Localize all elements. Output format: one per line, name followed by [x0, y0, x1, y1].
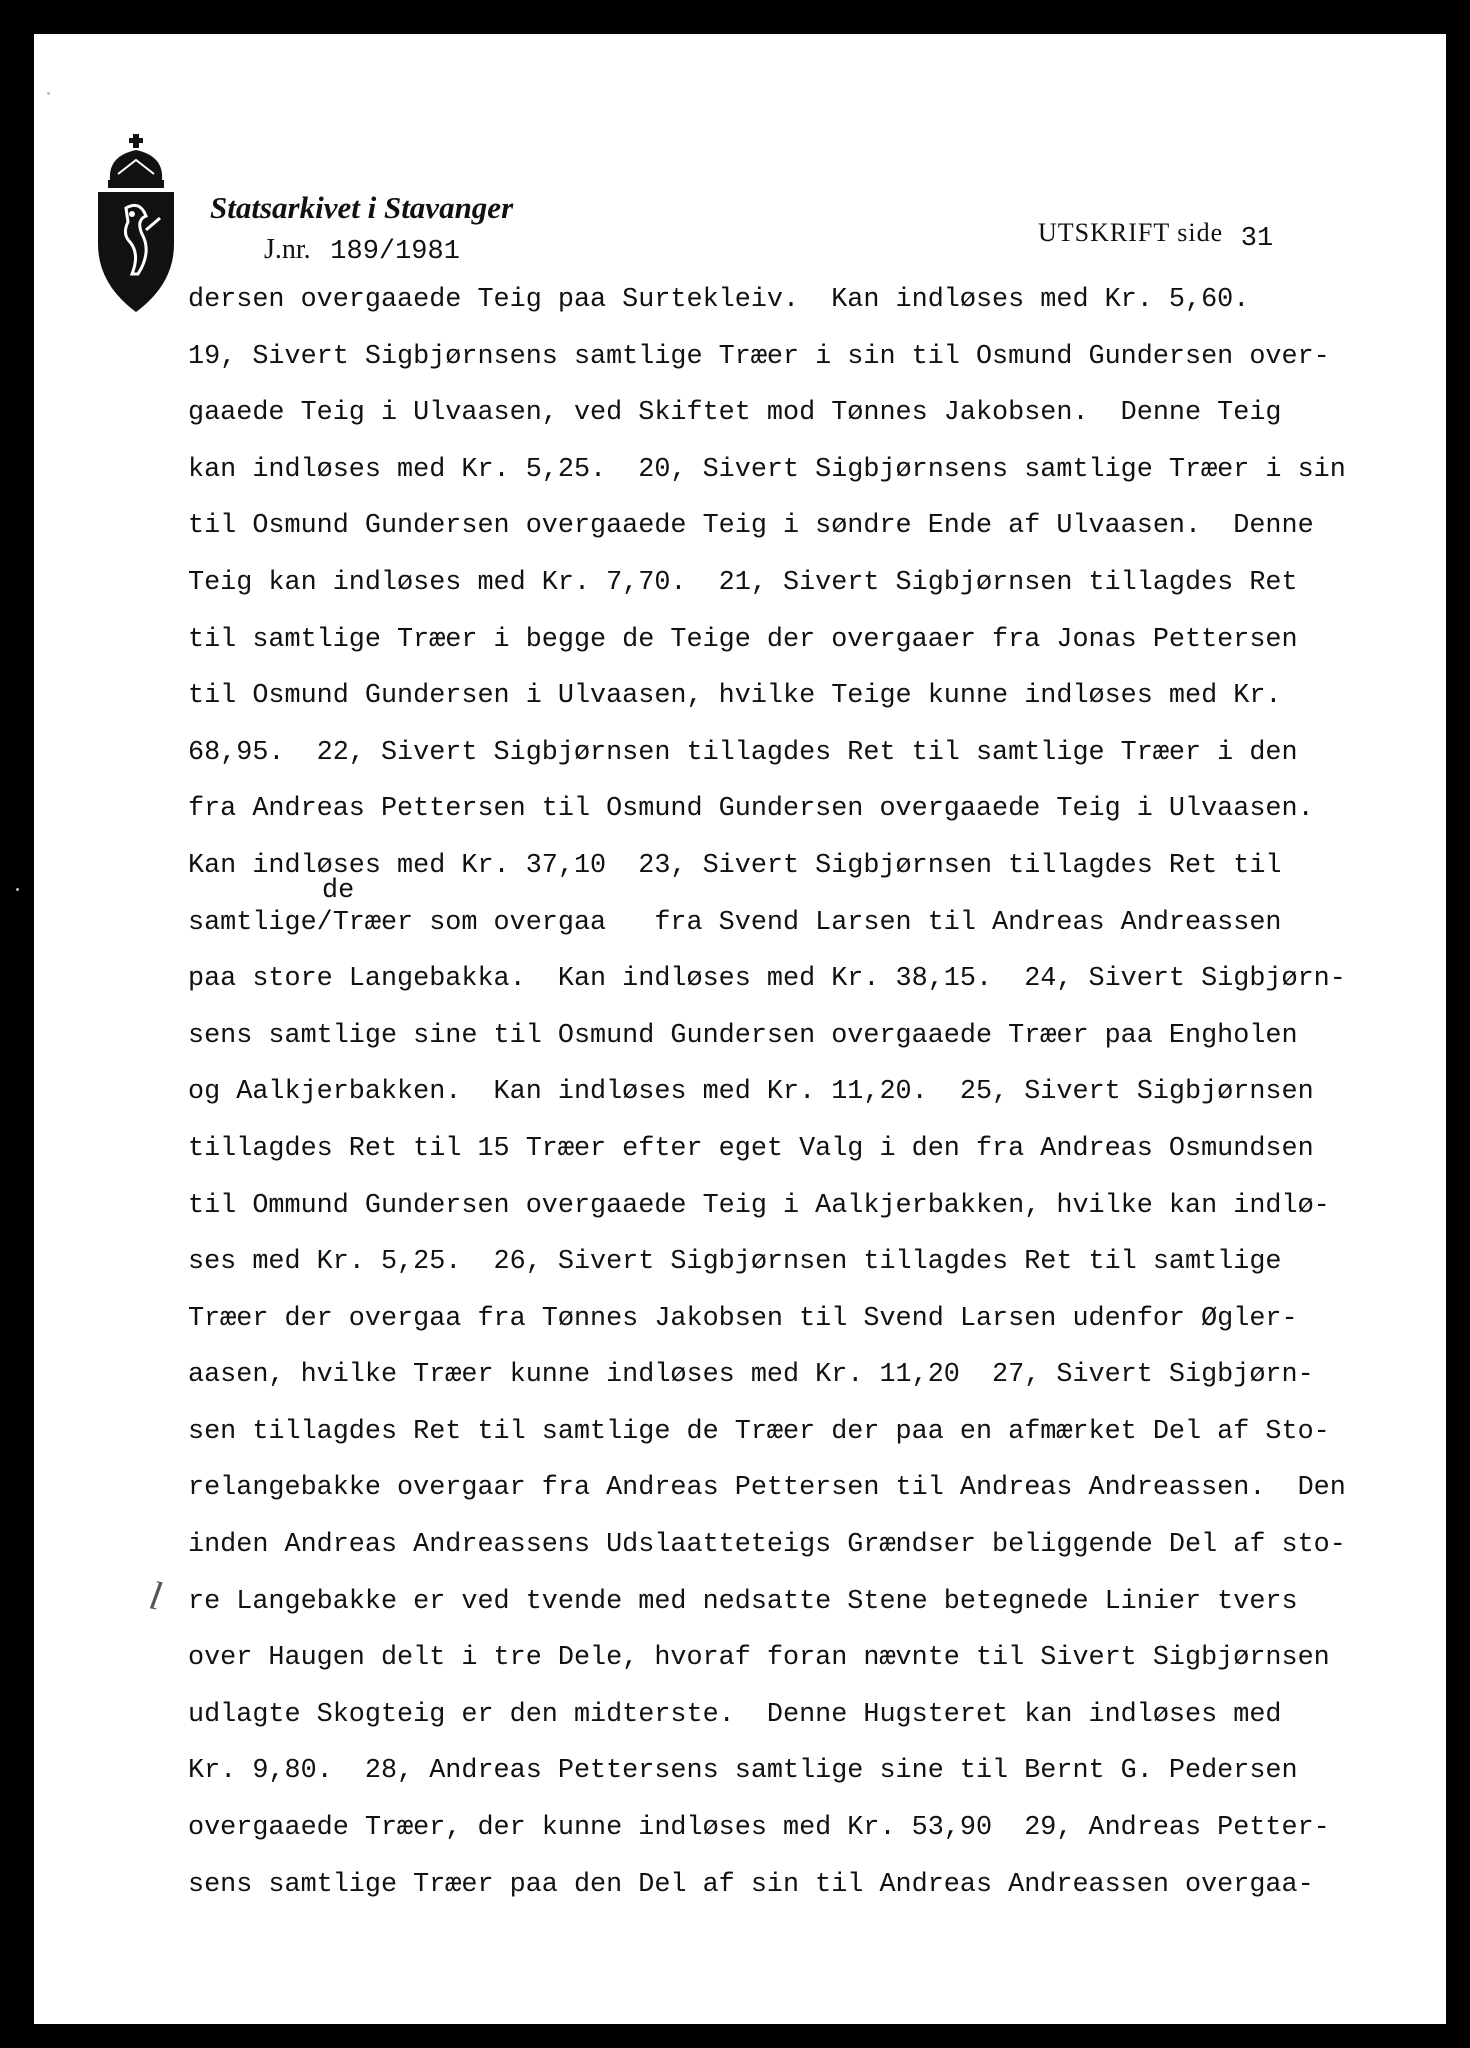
text-line: Kr. 9,80. 28, Andreas Pettersens samtlige sine til Bernt G. Pedersen: [188, 1756, 1298, 1787]
archive-name: Statsarkivet i Stavanger: [210, 190, 514, 225]
text-line: udlagte Skogteig er den midterste. Denne Hugsteret kan indløses med: [188, 1699, 1282, 1730]
text-line: til Osmund Gundersen overgaaede Teig i søndre Ende af Ulvaasen. Denne: [188, 511, 1314, 542]
coat-of-arms-icon: [96, 134, 176, 314]
text-line: 19, Sivert Sigbjørnsens samtlige Træer i sin til Osmund Gundersen over-: [188, 341, 1330, 372]
text-line: Kan indløses med Kr. 37,10 23, Sivert Sigbjørnsen tillagdes Ret til: [188, 850, 1282, 881]
interlinear-insert: de: [322, 876, 355, 906]
text-line: til Osmund Gundersen i Ulvaasen, hvilke Teige kunne indløses med Kr.: [188, 681, 1282, 712]
text-line: tillagdes Ret til 15 Træer efter eget Valg i den fra Andreas Osmundsen: [188, 1133, 1314, 1164]
text-line: til samtlige Træer i begge de Teige der overgaaer fra Jonas Pettersen: [188, 624, 1298, 655]
page-number: 31: [1240, 224, 1274, 254]
text-line: inden Andreas Andreassens Udslaatteteigs Grændser beliggende Del af sto-: [188, 1530, 1346, 1561]
text-line: re Langebakke er ved tvende med nedsatte Stene betegnede Linier tvers: [188, 1586, 1298, 1617]
text-line: sens samtlige Træer paa den Del af sin til Andreas Andreassen overgaa-: [188, 1869, 1314, 1900]
scan-speck: [47, 92, 50, 95]
journal-number-block: [264, 234, 460, 267]
text-line: 68,95. 22, Sivert Sigbjørnsen tillagdes Ret til samtlige Træer i den: [188, 737, 1298, 768]
text-line: paa store Langebakka. Kan indløses med Kr. 38,15. 24, Sivert Sigbjørn-: [188, 964, 1346, 995]
text-line: kan indløses med Kr. 5,25. 20, Sivert Sigbjørnsens samtlige Træer i sin: [188, 454, 1346, 485]
text-line: samtlige/Træer som overgaa fra Svend Larsen til Andreas Andreassen: [188, 907, 1282, 938]
text-line: Teig kan indløses med Kr. 7,70. 21, Sivert Sigbjørnsen tillagdes Ret: [188, 567, 1298, 598]
text-line: relangebakke overgaar fra Andreas Pettersen til Andreas Andreassen. Den: [188, 1473, 1346, 1504]
text-line: over Haugen delt i tre Dele, hvoraf foran nævnte til Sivert Sigbjørnsen: [188, 1643, 1330, 1674]
text-line: sen tillagdes Ret til samtlige de Træer der paa en afmærket Del af Sto-: [188, 1416, 1330, 1447]
margin-mark: l: [146, 1572, 165, 1619]
text-line: fra Andreas Pettersen til Osmund Gundersen overgaaede Teig i Ulvaasen.: [188, 794, 1314, 825]
utskrift-label: UTSKRIFT side: [1038, 218, 1224, 247]
document-body: [188, 272, 1438, 1913]
text-line: sens samtlige sine til Osmund Gundersen overgaaede Træer paa Engholen: [188, 1020, 1298, 1051]
text-line: Træer der overgaa fra Tønnes Jakobsen til Svend Larsen udenfor Øgler-: [188, 1303, 1298, 1334]
text-line: gaaede Teig i Ulvaasen, ved Skiftet mod Tønnes Jakobsen. Denne Teig: [188, 398, 1282, 429]
text-line: aasen, hvilke Træer kunne indløses med Kr. 11,20 27, Sivert Sigbjørn-: [188, 1360, 1314, 1391]
text-line: dersen overgaaede Teig paa Surtekleiv. Kan indløses med Kr. 5,60.: [188, 285, 1250, 315]
journal-number: 189/1981: [330, 237, 460, 267]
journal-label: J.nr.: [264, 234, 311, 265]
text-line: og Aalkjerbakken. Kan indløses med Kr. 11,20. 25, Sivert Sigbjørnsen: [188, 1077, 1314, 1108]
text-line: ses med Kr. 5,25. 26, Sivert Sigbjørnsen tillagdes Ret til samtlige: [188, 1247, 1282, 1278]
page-header-right: [1038, 218, 1274, 254]
text-line: til Ommund Gundersen overgaaede Teig i Aalkjerbakken, hvilke kan indlø-: [188, 1190, 1330, 1221]
text-line: overgaaede Træer, der kunne indløses med Kr. 53,90 29, Andreas Petter-: [188, 1813, 1330, 1844]
scan-speck: [16, 888, 19, 891]
